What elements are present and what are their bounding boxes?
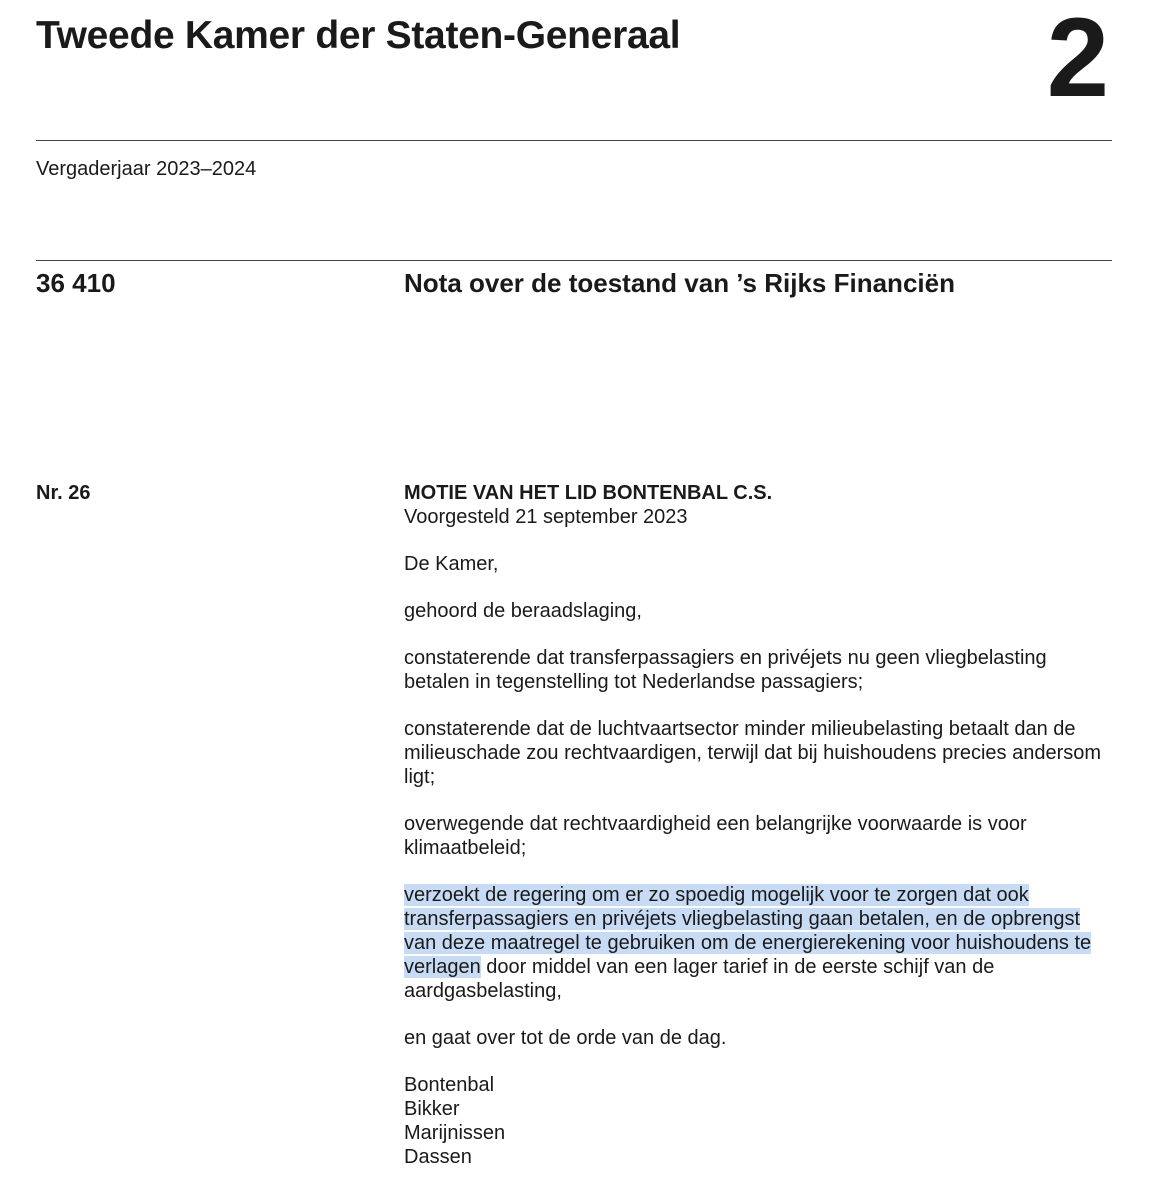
considering-2: constaterende dat de luchtvaartsector minder milieubelasting betaalt dan de milieuschade zou rechtvaardigen, terwijl dat bij huishoudens precies andersom ligt; [404, 718, 1102, 788]
institution-title: Tweede Kamer der Staten-Generaal [36, 14, 681, 57]
signer: Marijnissen [404, 1122, 506, 1144]
chamber-number: 2 [1046, 0, 1109, 120]
motion-header-block [404, 481, 1114, 529]
request-rest: door middel van een lager tarief in de eerste schijf van de aardgasbelasting, [404, 956, 995, 1002]
signer: Bikker [404, 1098, 460, 1120]
addressee: De Kamer, [404, 553, 499, 575]
considering-3: overwegende dat rechtvaardigheid een belangrijke voorwaarde is voor klimaatbeleid; [404, 813, 1027, 859]
preamble: gehoord de beraadslaging, [404, 600, 642, 622]
document-number: Nr. 26 [36, 482, 91, 504]
motion-heading: MOTIE VAN HET LID BONTENBAL C.S. [404, 482, 773, 504]
signer: Dassen [404, 1146, 472, 1168]
kamerstuk-title: Nota over de toestand van ’s Rijks Financiën [404, 268, 955, 298]
kamerstuk-number: 36 410 [36, 268, 116, 298]
considering-1: constaterende dat transferpassagiers en privéjets nu geen vliegbelasting betalen in tegenstelling tot Nederlandse passagiers; [404, 647, 1047, 693]
top-divider [36, 140, 1112, 141]
signers-list [404, 1073, 1114, 1169]
motion-body [404, 481, 1114, 1192]
highlighted-text[interactable]: verzoekt de regering om er zo spoedig mogelijk voor te zorgen dat ook transferpassagiers en privéjets vliegbelasting gaan betalen, en de opbrengst van deze maatregel te gebruiken om de energierekening voor huishoudens te verlagen [404, 884, 1092, 978]
closing: en gaat over tot de orde van de dag. [404, 1027, 727, 1049]
section-divider [36, 260, 1112, 261]
proposed-date: Voorgesteld 21 september 2023 [404, 506, 688, 528]
session-year: Vergaderjaar 2023–2024 [36, 158, 257, 180]
signer: Bontenbal [404, 1074, 495, 1096]
request-paragraph [404, 883, 1114, 1003]
